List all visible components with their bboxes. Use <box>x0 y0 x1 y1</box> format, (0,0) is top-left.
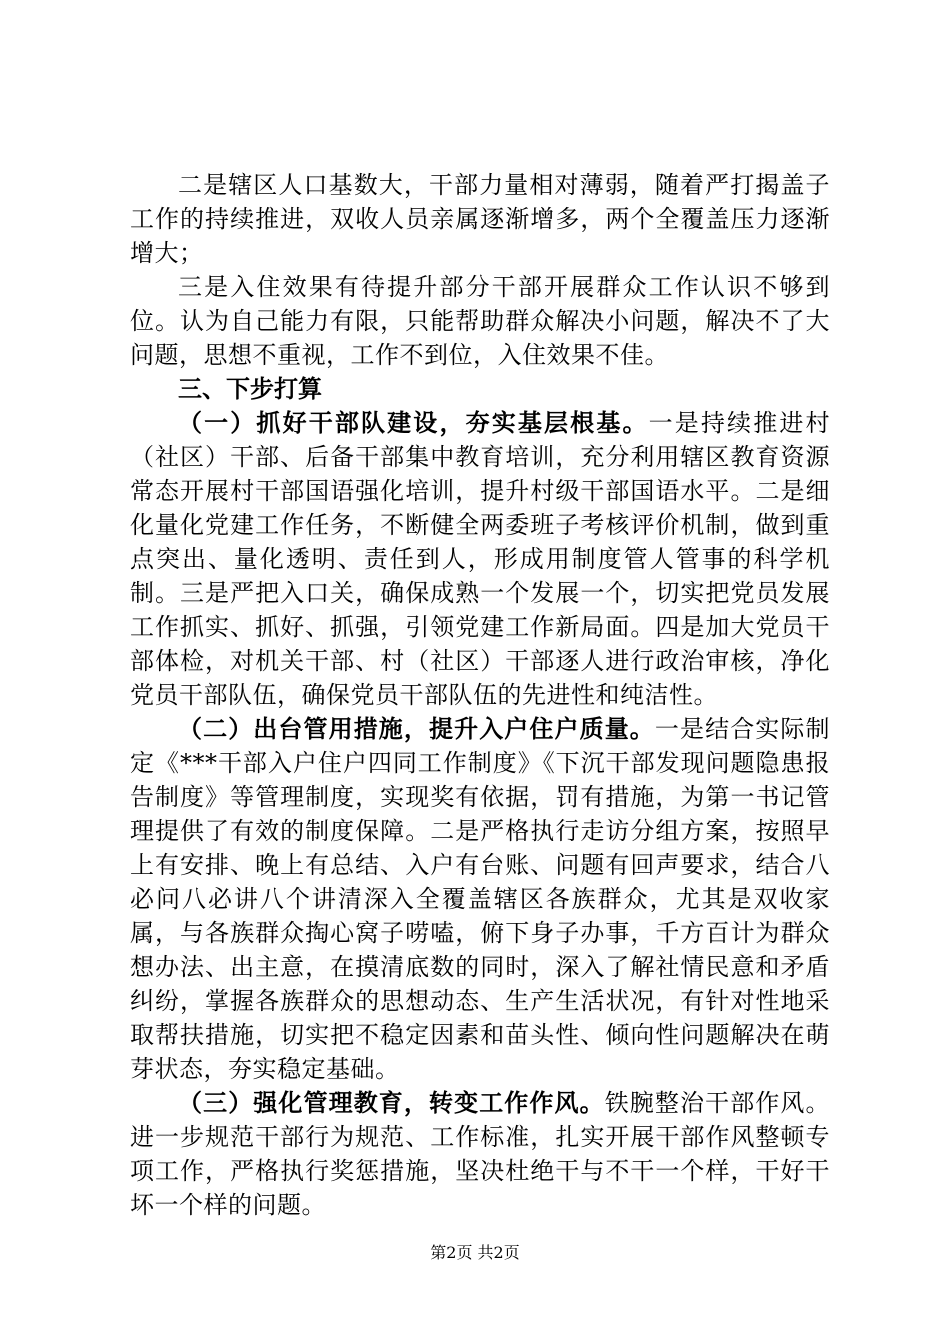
paragraph-cadre-building-text: 一是持续推进村（社区）干部、后备干部集中教育培训，充分利用辖区教育资源常态开展村干部国语强化培训，提升村级干部国语水平。二是细化量化党建工作任务，不断健全两委班子考核评价机制，做到重点突出、量化透明、责任到人，形成用制度管人管事的科学机制。三是严把入口关，确保成熟一个发展一个，切实把党员发展工作抓实、抓好、抓强，引领党建工作新局面。四是加大党员干部体检，对机关干部、村（社区）干部逐人进行政治审核，净化党员干部队伍，确保党员干部队伍的先进性和纯洁性。 <box>130 409 830 709</box>
paragraph-population-pressure: 二是辖区人口基数大，干部力量相对薄弱，随着严打揭盖子工作的持续推进，双收人员亲属逐渐增多，两个全覆盖压力逐渐增大； <box>130 171 830 267</box>
paragraph-household-measures-text: 一是结合实际制定《***干部入户住户四同工作制度》《下沉干部发现问题隐患报告制度》等管理制度，实现奖有依据，罚有措施，为第一书记管理提供了有效的制度保障。二是严格执行走访分组方案，按照早上有安排、晚上有总结、入户有台账、问题有回声要求，结合八必问八必讲八个讲清深入全覆盖辖区各族群众，尤其是双收家属，与各族群众掏心窝子唠嗑，俯下身子办事，千方百计为群众想办法、出主意，在摸清底数的同时，深入了解社情民意和矛盾纠纷，掌握各族群众的思想动态、生产生活状况，有针对性地采取帮扶措施，切实把不稳定因素和苗头性、倾向性问题解决在萌芽状态，夯实稳定基础。 <box>130 715 831 1083</box>
paragraph-cadre-building <box>130 406 830 712</box>
subheading-work-style: （三）强化管理教育，转变工作作风。 <box>178 1088 605 1117</box>
subheading-household-measures: （二）出台管用措施，提升入户住户质量。 <box>178 714 655 743</box>
paragraph-residence-effect: 三是入住效果有待提升部分干部开展群众工作认识不够到位。认为自己能力有限，只能帮助群众解决小问题，解决不了大问题，思想不重视，工作不到位，入住效果不佳。 <box>130 273 830 369</box>
subheading-cadre-building: （一）抓好干部队建设，夯实基层根基。 <box>178 408 649 437</box>
paragraph-household-measures <box>130 712 830 1086</box>
section-heading-next-steps: 三、下步打算 <box>178 374 322 403</box>
paragraph-work-style-text: 铁腕整治干部作风。进一步规范干部行为规范、工作标准，扎实开展干部作风整顿专项工作，严格执行奖惩措施，坚决杜绝干与不干一个样，干好干坏一个样的问题。 <box>130 1089 831 1219</box>
paragraph-work-style <box>130 1086 830 1222</box>
page-number-footer: 第2页 共2页 <box>430 1243 520 1262</box>
document-body <box>130 168 830 1222</box>
